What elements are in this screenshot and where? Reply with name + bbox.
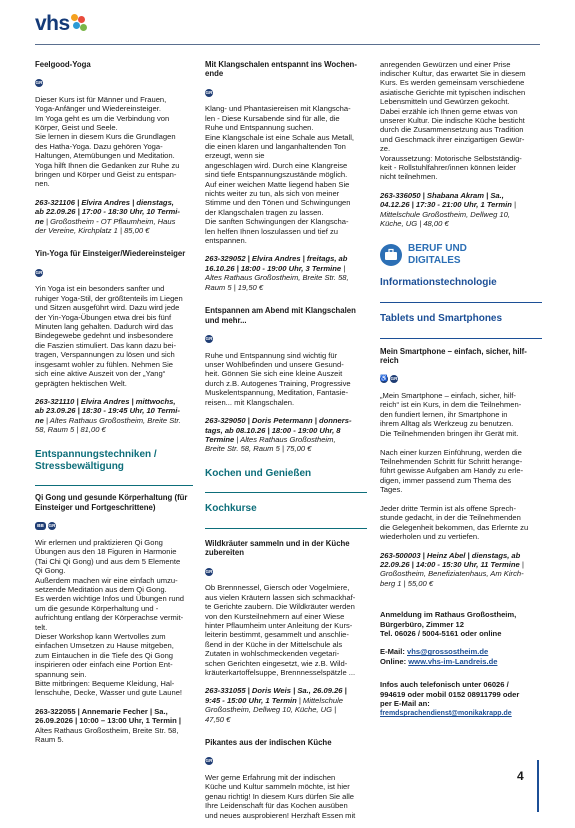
course-wildkraeuter [205,539,367,724]
course-badges [35,269,43,277]
category-title: BERUF UND DIGITALES [408,242,467,266]
gr-badge-icon: GR [35,80,43,86]
course-meta: 263-321110 | Elvira Andres | mittwochs, ab 23.09.26 | 18:30 - 19:45 Uhr, 10 Termi- ne | Altes Rathaus Großostheim, Breite Str. 58, Raum 5 | 81,00 € [35,396,181,435]
course-yin-yoga [35,249,193,434]
column-3 [380,52,542,719]
phone-info: Infos auch telefonisch unter 06026 / 994619 oder mobil 0152 08911799 oder per E-Mail an: [380,680,520,709]
gr-badge-icon: GR [48,523,56,529]
page-marker-bar [537,760,539,812]
course-badges [35,522,56,530]
gr-badge-icon: GR [35,269,43,275]
course-meta: 263-336050 | Shabana Akram | Sa., 04.12.26 | 17:30 - 21:00 Uhr, 1 Termin | Mittelschule Großostheim, Dellweg 10, Küche, UG | 48,00 € [380,190,516,229]
email-line: E-Mail: vhs@grossostheim.de [380,647,489,657]
wheelchair-icon: ♿ [380,376,388,383]
section-title: Entspannungstechniken / Stressbewältigung [35,448,157,472]
course-title: Wildkräuter sammeln und in der Küche zubereiten [205,538,350,558]
phone-email-line [380,708,542,718]
course-badges [205,335,213,343]
section-title: Kochen und Genießen [205,467,312,479]
registration-info: Anmeldung im Rathaus Großostheim, Bürgerbüro, Zimmer 12 Tel. 06026 / 5004-5161 oder online [380,610,517,639]
course-title: Mein Smartphone – einfach, sicher, hilf- reich [380,346,527,366]
section-title: Informationstechnologie [380,276,497,288]
course-description: Ob Brennnessel, Giersch oder Vogelmiere, aus vielen Kräutern lassen sich schmackhaf- te Gerichte zaubern. Die Wildkräuter werden von den Kursteilnehmern auf einer Wiese hinter Pflaumheim unter Anleitung der Kurs- leiterin bestimmt, gesammelt und anschlie- ßend in der Küche in der Mittelschule als Zutaten in wohlschmeckenden vegetari- schen Gerichten eingesetzt, wie z.B. Wild- kräuterkartoffelsuppe, Brennnesselspätzle ... [205,583,356,677]
category-beruf-digitales [380,243,542,267]
course-indische-kueche-continued [380,60,542,229]
course-title: Entspannen am Abend mit Klangschalen und mehr... [205,306,356,325]
subsection-title: Tablets und Smartphones [380,312,503,324]
course-description: Wir erlernen und praktizieren Qi Gong Übungen aus den 18 Figuren in Harmonie (Tai Chi Qi Gong) und aus dem 5 Elemente Qi Gong. Außerdem machen wir eine einfach umzu- setzende Meditation aus dem Qi Gong. Es werden wichtige Infos und Übungen rund um die gesunde Körperhaltung und - aufrichtung entlang der Körperachse vermit- telt. Dieser Workshop kann Wertvolles zum einfachen Umsetzen zu Hause mitgeben, zum Eintauchen in die Tiefe des Qi Gong inspirieren oder einfach eine Portion Ent- spannung sein. Bitte mitbringen: Bequeme Kleidung, Hal- lenschuhe, Decke, Wasser und gute Laune! [35,537,185,698]
gr-badge-icon: GR [205,336,213,342]
subsection-heading-tablets [380,313,542,339]
course-title: Pikantes aus der indischen Küche [205,738,332,747]
briefcase-icon [380,244,402,266]
logo-text: vhs [35,12,70,35]
phone-email-link[interactable]: fremdsprachendienst@monikakrapp.de [380,710,512,718]
website-link[interactable]: www.vhs-im-Landreis.de [408,656,498,666]
vhs-logo [35,12,89,36]
email-link[interactable]: vhs@grossostheim.de [407,647,489,657]
gr-badge-icon: GR [390,376,398,382]
course-description: Yin Yoga ist ein besonders sanfter und ruhiger Yoga-Stil, der größtenteils im Liegen und Sitzen ausgeführt wird. Dazu wird jede der Yin-Yoga-Übungen etwa drei bis fünf Minuten lang gehalten. Dadurch wird das Bindegewebe gedehnt und insbesondere die Faszien stimuliert. Das kann dazu bei- tragen, Verspannungen zu lösen und sich insgesamt wohler zu fühlen. Nehmen Sie sich eine aktive Auszeit von der „Yang“ geprägten hektischen Welt. [35,284,183,388]
gr-badge-icon: GR [205,568,213,574]
header-divider [35,44,540,45]
course-title: Feelgood-Yoga [35,59,91,69]
course-meta: 263-321106 | Elvira Andres | dienstags, ab 22.09.26 | 17:00 - 18:30 Uhr, 10 Termi- ne | Großostheim - OT Pflaumheim, Haus der Vereine, Kirchplatz 1 | 85,00 € [35,197,180,236]
column-1 [35,52,193,758]
page-number: 4 [517,769,524,783]
online-line: Online: www.vhs-im-Landreis.de [380,656,498,666]
subsection-title: Kochkurse [205,502,257,514]
course-indische-kueche [205,738,367,820]
course-title: Mit Klangschalen entspannt ins Wochen- ende [205,59,357,79]
course-qi-gong [35,493,193,744]
course-title: Qi Gong und gesunde Körperhaltung (für Einsteiger und Fortgeschrittene) [35,493,188,512]
gr-badge-icon: GR [205,758,213,764]
course-meta: 263-500003 | Heinz Abel | dienstags, ab 22.09.26 | 14:00 - 15:30 Uhr, 11 Termine | Großostheim, Benefiziatenhaus, Am Kirch- berg 1 | 55,00 € [380,550,524,588]
course-description: „Mein Smartphone – einfach, sicher, hilf- reich“ ist ein Kurs, in dem die Teilnehmen- den fundiert lernen, ihr Smartphone in ihrem Alltag als Werkzeug zu benutzen. Die Teilnehmenden bringen ihr Gerät mit. Nach einer kurzen Einführung, werden die Teilnehmenden Schritt für Schritt herange- führt gewisse Aufgaben am Handy zu erle- digen, immer passend zum Thema des Tages. Jeder dritte Termin ist als offene Sprech- stunde gedacht, in der die Teilnehmenden die Gelegenheit bekommen, das Erlernte zu wiederholen und zu vertiefen. [380,391,529,542]
gr-badge-icon: GR [205,89,213,95]
course-badges [205,89,213,97]
course-badges [35,79,43,87]
course-badges [205,757,213,765]
course-badges [205,568,213,576]
course-klangschalen-wochenende [205,60,367,292]
course-title: Yin-Yoga für Einsteiger/Wiedereinsteiger [35,249,186,259]
course-entspannen-abend [205,306,367,454]
course-meta: 263-331055 | Doris Weis | Sa., 26.09.26 | 9:45 - 15:00 Uhr, 1 Termin | Mittelschule Großostheim, Dellweg 10, Küche, UG | 47,50 € [205,686,347,724]
section-heading-entspannung [35,449,193,486]
course-meta: 263-329050 | Doris Petermann | donners- tags, ab 08.10.26 | 18:00 - 19:00 Uhr, 8 Termine | Altes Rathaus Großostheim, Breite Str. 58, Raum 5 | 75,00 € [205,416,352,454]
course-description: Wer gerne Erfahrung mit der indischen Küche und Kultur sammeln möchte, ist hier genau richtig! In diesem Kurs dürfen Sie alle Ihre Leidenschaft für das Kochen ausüben und neues ausprobieren! Herzhaft Essen mit [205,772,356,820]
course-description: Ruhe und Entspannung sind wichtig für unser Wohlbefinden und unsere Gesund- heit. Gönnen Sie sich eine kleine Auszeit durch z.B. Autogenes Training, Progressive Muskelentspannung, Meditation, Fantasie- reisen... mit Klangschalen. [205,350,351,407]
course-description: Klang- und Phantasiereisen mit Klangscha- len - Diese Kursabende sind für alle, die Ruhe und Entspannung suchen. Eine Klangschale ist eine Schale aus Metall, die einen klaren und langanhaltenden Ton erzeugt, wenn sie angeschlagen wird. Durch eine Klangreise sind tiefe Entspannungszustände möglich. Auf einer weichen Matte liegend haben Sie nichts weiter zu tun, als sich von meiner Stimme und den Tönen und Schwingungen der Klangschalen tragen zu lassen. Die sanften Schwingungen der Klangscha- len helfen Ihnen loszulassen und tief zu entspannen. [205,104,355,246]
course-meta: 263-329052 | Elvira Andres | freitags, ab 16.10.26 | 18:00 - 19:00 Uhr, 3 Termine | Altes Rathaus Großostheim, Breite Str. 58, Raum 5 | 19,50 € [205,254,349,292]
section-heading-kochen [205,468,367,493]
bb-badge-icon: BB [35,522,46,530]
course-badges [380,375,398,383]
course-description: anregenden Gewürzen und einer Prise indischer Kultur, das erwartet Sie in diesem Kurs. Es werden gemeinsam verschiedene asiatische Gerichte mit typischen indischen Lebensmitteln und Gewürzen gekocht. Dabei erzähle ich Ihnen gerne etwas von unserer Kultur. Die indische Küche besticht durch die Zusammensetzung aus Tradition und Geschmack ihrer einzigartigen Gewür- ze. Voraussetzung: Motorische Selbstständig- keit - Rollstuhlfahrer/innen können leider nicht teilnehmen. [380,59,526,182]
page-header [0,0,575,44]
course-feelgood-yoga [35,60,193,236]
course-description: Dieser Kurs ist für Männer und Frauen, Yoga-Anfänger und Wiedereinsteiger. Im Yoga geht es um die Verbindung von Körper, Geist und Seele. Sie lernen in diesem Kurs die Grundlagen des Hatha-Yoga. Dazu gehören Yoga- Haltungen, Atemübungen und Meditation. Yoga hilft Ihnen die Gedanken zur Ruhe zu bringen und Körper und Geist zu entspan- nen. [35,94,180,189]
column-2 [205,52,367,828]
course-meta: 263-322055 | Annemarie Fecher | Sa., 26.09.2026 | 10:00 – 13:00 Uhr, 1 Termin | Altes Rathaus Großostheim, Breite Str. 58, Raum 5. [35,706,181,745]
logo-dots-icon [71,14,89,34]
subsection-heading-kochkurse [205,503,367,529]
course-smartphone [380,347,542,589]
section-heading-it [380,277,542,303]
